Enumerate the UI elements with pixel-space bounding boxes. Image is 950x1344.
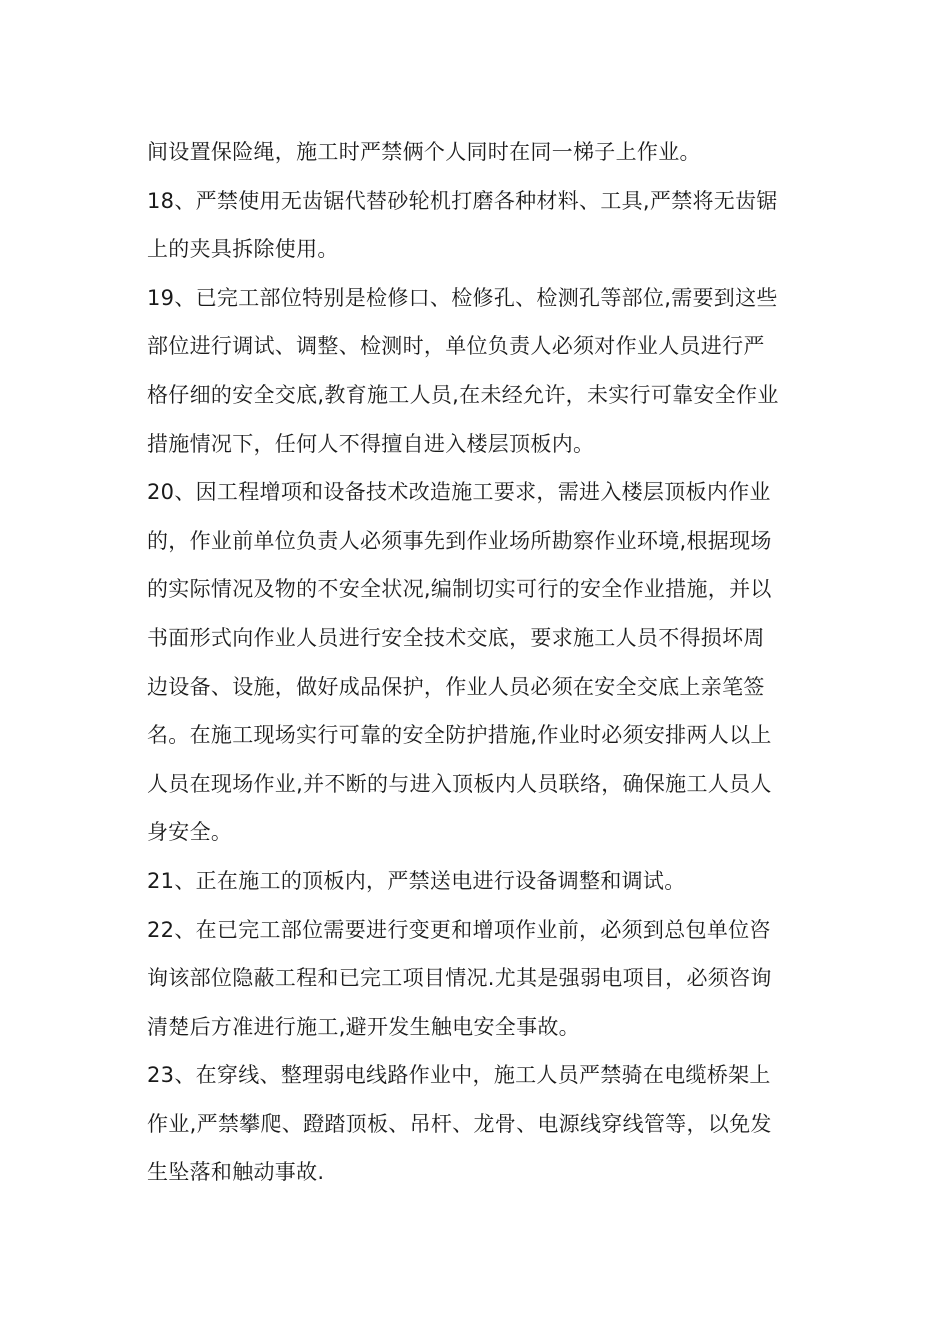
text-line: 的实际情况及物的不安全状况,编制切实可行的安全作业措施，并以: [147, 577, 772, 602]
text-line: 生坠落和触动事故.: [147, 1160, 325, 1185]
text-line: 名。在施工现场实行可靠的安全防护措施,作业时必须安排两人以上: [147, 723, 772, 748]
text-line: 22、在已完工部位需要进行变更和增项作业前，必须到总包单位咨: [147, 917, 771, 942]
text-line: 边设备、设施，做好成品保护，作业人员必须在安全交底上亲笔签: [147, 674, 765, 699]
text-line: 人员在现场作业,并不断的与进入顶板内人员联络，确保施工人员人: [147, 771, 772, 796]
text-line: 身安全。: [147, 820, 233, 845]
text-line: 格仔细的安全交底,教育施工人员,在未经允许，未实行可靠安全作业: [147, 382, 779, 407]
text-line: 18、严禁使用无齿锯代替砂轮机打磨各种材料、工具,严禁将无齿锯: [147, 188, 778, 213]
document-body: [147, 128, 807, 1197]
text-line: 21、正在施工的顶板内，严禁送电进行设备调整和调试。: [147, 868, 686, 893]
text-line: 清楚后方准进行施工,避开发生触电安全事故。: [147, 1014, 580, 1039]
text-line: 部位进行调试、调整、检测时，单位负责人必须对作业人员进行严: [147, 334, 765, 359]
text-line: 书面形式向作业人员进行安全技术交底，要求施工人员不得损坏周: [147, 625, 765, 650]
text-line: 的，作业前单位负责人必须事先到作业场所勘察作业环境,根据现场: [147, 528, 772, 553]
text-line: 19、已完工部位特别是检修口、检修孔、检测孔等部位,需要到这些: [147, 285, 778, 310]
text-line: 询该部位隐蔽工程和已完工项目情况.尤其是强弱电项目，必须咨询: [147, 966, 772, 991]
text-line: 间设置保险绳，施工时严禁俩个人同时在同一梯子上作业。: [147, 140, 701, 164]
text-line: 措施情况下，任何人不得擅自进入楼层顶板内。: [147, 431, 595, 456]
text-line: 23、在穿线、整理弱电线路作业中，施工人员严禁骑在电缆桥架上: [147, 1063, 771, 1088]
text-line: 作业,严禁攀爬、蹬踏顶板、吊杆、龙骨、电源线穿线管等，以免发: [147, 1111, 772, 1136]
text-line: 20、因工程增项和设备技术改造施工要求，需进入楼层顶板内作业: [147, 480, 771, 505]
text-line: 上的夹具拆除使用。: [147, 237, 339, 262]
